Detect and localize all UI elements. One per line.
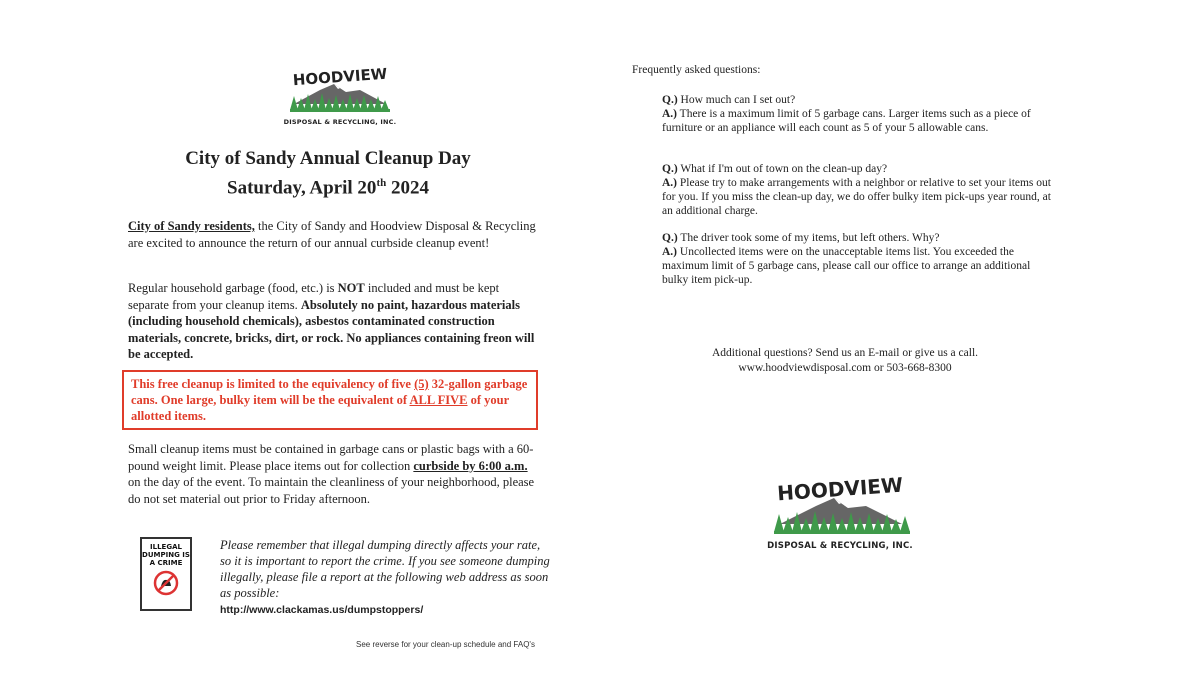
dumping-notice-text: Please remember that illegal dumping directly affects your rate, so it is important to report the crime. If you see someone dumping illegally, please file a report at the following web address as soon as possible: xyxy=(220,538,550,600)
faq-heading: Frequently asked questions: xyxy=(632,64,761,76)
intro-lead: City of Sandy residents, xyxy=(128,219,255,233)
limit-all-five: ALL FIVE xyxy=(409,393,468,407)
faq-answer-text: Please try to make arrangements with a neighbor or relative to set your items out for you. If you miss the clean-up day, we do offer bulky item pick-ups year round, at an additional charge. xyxy=(662,177,1051,217)
footer-note: See reverse for your clean-up schedule and FAQ's xyxy=(356,640,535,649)
title-line-2 xyxy=(128,171,528,200)
a-label: A.) xyxy=(662,246,678,258)
small-items-text-1: Small cleanup items must be contained in garbage cans or plastic bags with a 60-pound weight limit. Please place items out for collection xyxy=(128,442,534,473)
q-label: Q.) xyxy=(662,232,678,244)
q-label: Q.) xyxy=(662,94,678,106)
limit-five: (5) xyxy=(414,377,429,391)
logo-tagline-large: DISPOSAL & RECYCLING, INC. xyxy=(767,541,913,551)
garbage-restrictions: Absolutely no paint, hazardous materials (including household chemicals), asbestos contaminated construction materials, concrete, bricks, dirt, or rock. No appliances containing freon will be accepted. xyxy=(128,297,535,361)
faq-answer-text: Uncollected items were on the unacceptable items list. You exceeded the maximum limit of 5 garbage cans, please call our office to arrange an additional bulky item pick-up. xyxy=(662,246,1031,286)
garbage-text-2: included and must be kept separate from your cleanup items. xyxy=(128,281,500,312)
logo-tagline: DISPOSAL & RECYCLING, INC. xyxy=(283,118,397,126)
limit-notice xyxy=(122,370,538,430)
intro-text: the City of Sandy and Hoodview Disposal & Recycling are excited to announce the return of our annual curbside cleanup event! xyxy=(128,219,536,250)
limit-text-1: This free cleanup is limited to the equivalency of five xyxy=(131,377,415,391)
faq-question xyxy=(662,231,1052,245)
dumpstoppers-link[interactable]: http://www.clackamas.us/dumpstoppers/ xyxy=(220,604,424,616)
logo-wordmark: HOODVIEW xyxy=(292,64,388,90)
q-label: Q.) xyxy=(662,163,678,175)
title-line-1: City of Sandy Annual Cleanup Day xyxy=(185,148,471,169)
faq-answer xyxy=(662,176,1052,218)
faq-answer xyxy=(662,107,1052,135)
hoodview-logo-graphic-large xyxy=(760,470,920,542)
garbage-not: NOT xyxy=(337,281,365,295)
garbage-paragraph xyxy=(128,280,538,363)
contact-info xyxy=(660,346,1030,376)
title-date: Saturday, April 20 xyxy=(227,177,377,199)
faq-question xyxy=(662,93,1052,107)
flyer-back xyxy=(600,0,1200,675)
intro-paragraph xyxy=(128,218,538,251)
title-year: 2024 xyxy=(386,177,429,199)
contact-line-2[interactable]: www.hoodviewdisposal.com or 503-668-8300 xyxy=(738,362,952,374)
faq-answer-text: There is a maximum limit of 5 garbage cans. Larger items such as a piece of furniture or an appliance will each count as 5 of your 5 allowable cans. xyxy=(662,108,1031,134)
dumping-notice xyxy=(220,537,550,618)
faq-question-text: The driver took some of my items, but left others. Why? xyxy=(677,232,940,244)
a-label: A.) xyxy=(662,108,678,120)
limit-text-3: of your allotted items. xyxy=(131,393,509,423)
faq-item xyxy=(662,93,1052,135)
no-dumping-icon xyxy=(153,570,179,596)
hoodview-logo xyxy=(280,60,400,126)
contact-line-1: Additional questions? Send us an E-mail or give us a call. xyxy=(711,347,979,359)
hoodview-logo-graphic xyxy=(280,60,400,120)
faq-question-text: How much can I set out? xyxy=(677,94,796,106)
title-date-suffix: th xyxy=(376,177,387,189)
garbage-text-1: Regular household garbage (food, etc.) is xyxy=(128,281,338,295)
sign-text: ILLEGAL DUMPING IS A CRIME xyxy=(142,543,190,567)
hoodview-logo-large xyxy=(760,470,920,551)
limit-text-2: 32-gallon garbage cans. One large, bulky item will be the equivalent of xyxy=(131,377,528,407)
faq-question-text: What if I'm out of town on the clean-up day? xyxy=(677,163,888,175)
faq-item xyxy=(662,162,1052,218)
curbside-time: curbside by 6:00 a.m. xyxy=(413,458,528,473)
small-items-paragraph xyxy=(128,441,538,507)
faq-item xyxy=(662,231,1052,287)
faq-answer xyxy=(662,245,1052,287)
page-title xyxy=(128,147,528,200)
small-items-text-2: on the day of the event. To maintain the cleanliness of your neighborhood, please do not set material out prior to Friday afternoon. xyxy=(128,475,535,506)
logo-wordmark-large: HOODVIEW xyxy=(776,472,904,506)
illegal-dumping-sign xyxy=(140,537,192,611)
a-label: A.) xyxy=(662,177,678,189)
faq-question xyxy=(662,162,1052,176)
